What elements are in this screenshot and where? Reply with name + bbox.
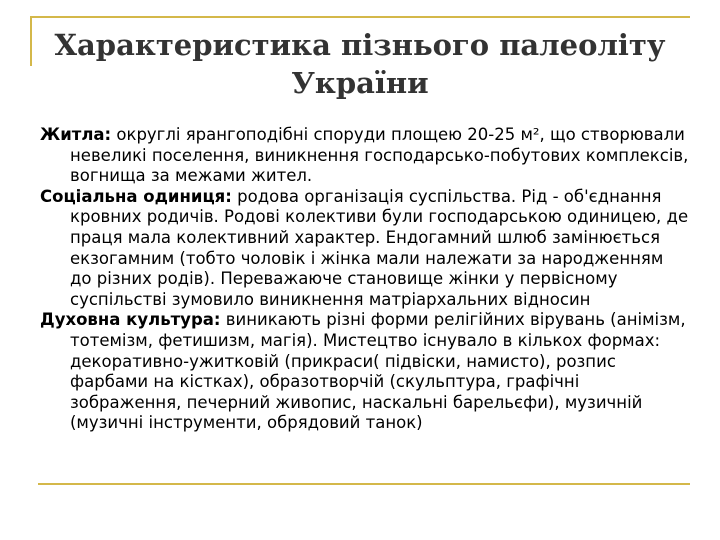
decorative-vertical-line [30,16,32,66]
text-social-unit: родова організація суспільства. Рід - об'єднання кровних родичів. Родові колективи були господарською одиницею, де праця мала колективний характер. Ендогамний шлюб замінюється екзогамним (тобто чоловік і жінка мали належати за народженням до різних родів). Переважаюче становище жінки у первісному суспільстві зумовило виникнення матріархальних відносин [70,186,689,309]
paragraph-spiritual-culture [40,310,690,434]
decorative-bottom-line [38,483,690,485]
title-line-2: України [291,66,429,100]
text-spiritual-culture: виникають різні форми релігійних вірувань (анімізм, тотемізм, фетишизм, магія). Мистецтво існувало в кількох формах: декоративно-ужитковій (прикраси( підвіски, намисто), розпис фарбами на кістках), образотворчій (скульптура, графічні зображення, печерний живопис, наскальні барельєфи), музичній (музичні інструменти, обрядовий танок) [70,310,686,433]
term-dwellings: Житла: [40,125,112,144]
term-social-unit: Соціальна одиниця: [40,186,232,206]
term-spiritual-culture: Духовна культура: [40,310,221,330]
title-line-1: Характеристика пізнього палеоліту [54,28,666,62]
paragraph-dwellings [40,125,690,187]
text-dwellings: округлі ярангоподібні споруди площею 20-25 м², що створювали невеликі поселення, виникнення господарсько-побутових комплексів, вогнища за межами жител. [70,125,689,186]
decorative-top-line [30,16,690,18]
slide-body [40,125,690,434]
paragraph-social-unit [40,187,690,311]
slide-title [40,26,680,102]
